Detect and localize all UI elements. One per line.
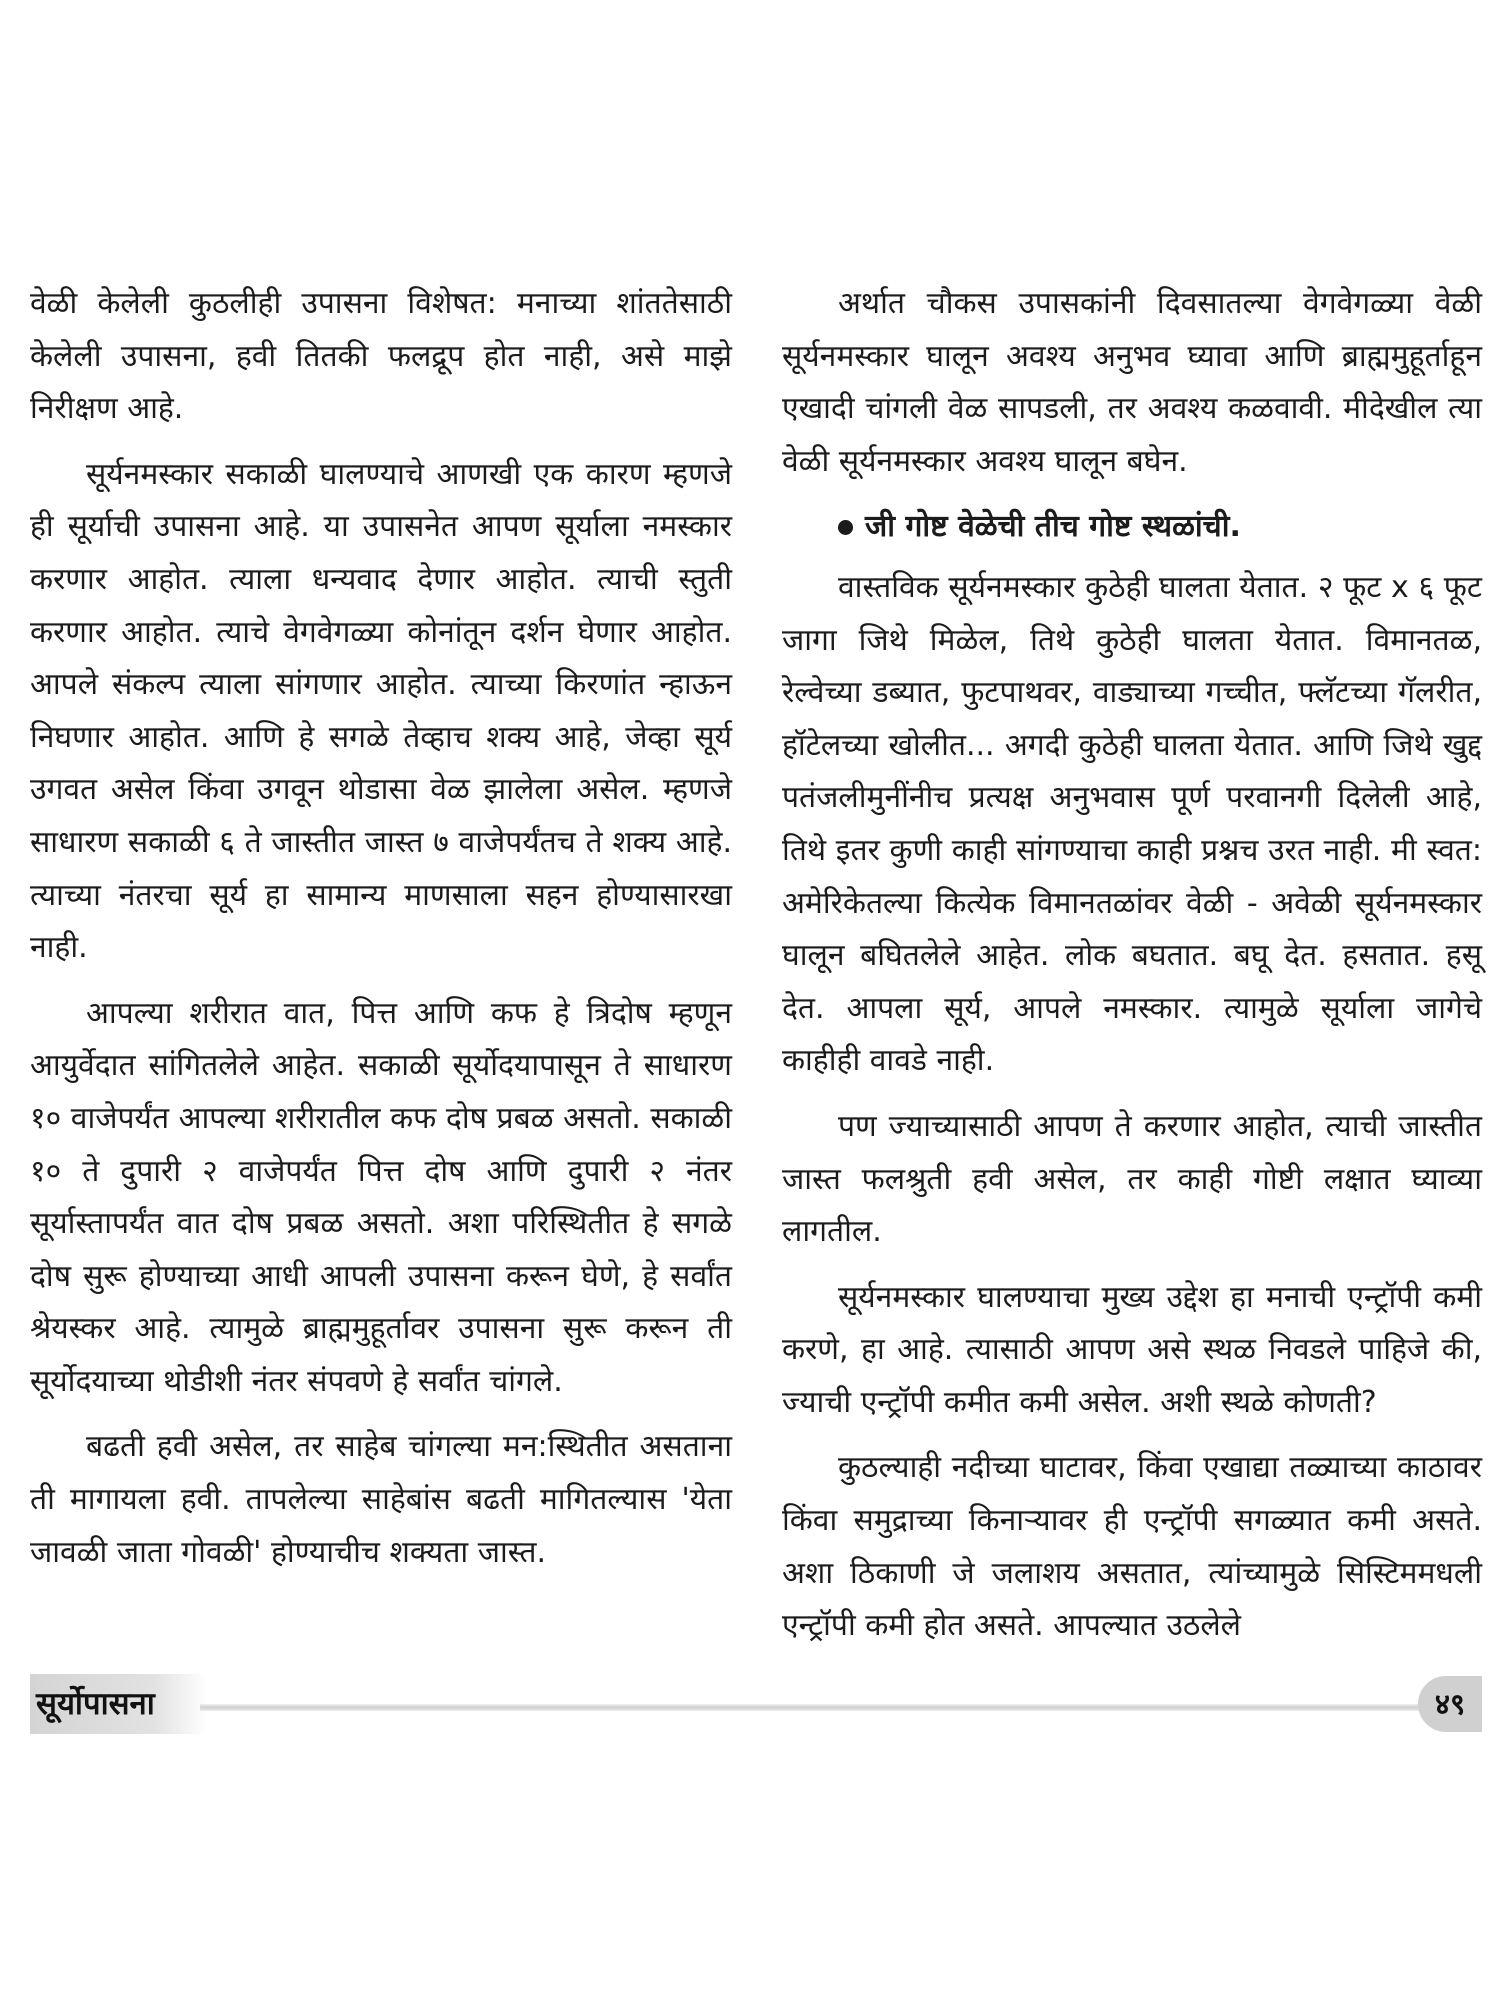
bullet-icon bbox=[838, 520, 853, 535]
page-number: ४९ bbox=[1418, 1676, 1482, 1732]
paragraph: अर्थात चौकस उपासकांनी दिवसातल्या वेगवेगळ्या वेळी सूर्यनमस्कार घालून अवश्य अनुभव घ्यावा आणि ब्राह्ममुहूर्ताहून एखादी चांगली वेळ सापडली, तर अवश्य कळवावी. मीदेखील त्या वेळी सूर्यनमस्कार अवश्य घालून बघेन. bbox=[782, 286, 1482, 479]
page-footer bbox=[0, 1674, 1500, 1734]
paragraph: वेळी केलेली कुठलीही उपासना विशेषत: मनाच्या शांततेसाठी केलेली उपासना, हवी तितकी फलद्रूप होत नाही, असे माझे निरीक्षण आहे. bbox=[30, 286, 732, 427]
paragraph: आपल्या शरीरात वात, पित्त आणि कफ हे त्रिदोष म्हणून आयुर्वेदात सांगितलेले आहेत. सकाळी सूर्योदयापासून ते साधारण १० वाजेपर्यंत आपल्या शरीरातील कफ दोष प्रबळ असतो. सकाळी १० ते दुपारी २ वाजेपर्यंत पित्त दोष आणि दुपारी २ नंतर सूर्यास्तापर्यंत वात दोष प्रबळ असतो. अशा परिस्थितीत हे सगळे दोष सुरू होण्याच्या आधी आपली उपासना करून घेणे, हे सर्वांत श्रेयस्कर आहे. त्यामुळे ब्राह्ममुहूर्तावर उपासना सुरू करून ती सूर्योदयाच्या थोडीशी नंतर संपवणे हे सर्वांत चांगले. bbox=[30, 995, 732, 1399]
book-title: सूर्योपासना bbox=[30, 1674, 207, 1734]
left-text-column bbox=[30, 278, 732, 1592]
bullet-heading bbox=[782, 501, 1482, 554]
paragraph: पण ज्याच्यासाठी आपण ते करणार आहोत, त्याची जास्तीत जास्त फलश्रुती हवी असेल, तर काही गोष्टी लक्षात घ्याव्या लागतील. bbox=[782, 1108, 1482, 1250]
footer-rule bbox=[200, 1704, 1430, 1711]
paragraph: कुठल्याही नदीच्या घाटावर, किंवा एखाद्या तळ्याच्या काठावर किंवा समुद्राच्या किनाऱ्यावर ही एन्ट्रॉपी सगळ्यात कमी असते. अशा ठिकाणी जे जलाशय असतात, त्यांच्यामुळे सिस्टिममधली एन्ट्रॉपी कमी होत असते. आपल्यात उठलेले bbox=[782, 1450, 1482, 1644]
right-text-column bbox=[782, 278, 1482, 1666]
paragraph: वास्तविक सूर्यनमस्कार कुठेही घालता येतात. २ फूट x ६ फूट जागा जिथे मिळेल, तिथे कुठेही घालता येतात. विमानतळ, रेल्वेच्या डब्यात, फुटपाथवर, वाड्याच्या गच्चीत, फ्लॅटच्या गॅलरीत, हॉटेलच्या खोलीत... अगदी कुठेही घालता येतात. आणि जिथे खुद्द पतंजलीमुनींनीच प्रत्यक्ष अनुभवास पूर्ण परवानगी दिलेली आहे, तिथे इतर कुणी काही सांगण्याचा काही प्रश्नच उरत नाही. मी स्वत: अमेरिकेतल्या कित्येक विमानतळांवर वेळी - अवेळी सूर्यनमस्कार घालून बघितलेले आहेत. लोक बघतात. बघू देत. हसतात. हसू देत. आपला सूर्य, आपले नमस्कार. त्यामुळे सूर्याला जागेचे काहीही वावडे नाही. bbox=[782, 569, 1482, 1079]
paragraph: सूर्यनमस्कार घालण्याचा मुख्य उद्देश हा मनाची एन्ट्रॉपी कमी करणे, हा आहे. त्यासाठी आपण असे स्थळ निवडले पाहिजे की, ज्याची एन्ट्रॉपी कमीत कमी असेल. अशी स्थळे कोणती? bbox=[782, 1279, 1482, 1420]
bullet-heading-text: जी गोष्ट वेळेची तीच गोष्ट स्थळांची. bbox=[865, 509, 1241, 545]
paragraph: सूर्यनमस्कार सकाळी घालण्याचे आणखी एक कारण म्हणजे ही सूर्याची उपासना आहे. या उपासनेत आपण सूर्याला नमस्कार करणार आहोत. त्याला धन्यवाद देणार आहोत. त्याची स्तुती करणार आहोत. त्याचे वेगवेगळ्या कोनांतून दर्शन घेणार आहोत. आपले संकल्प त्याला सांगणार आहोत. त्याच्या किरणांत न्हाऊन निघणार आहोत. आणि हे सगळे तेव्हाच शक्य आहे, जेव्हा सूर्य उगवत असेल किंवा उगवून थोडासा वेळ झालेला असेल. म्हणजे साधारण सकाळी ६ ते जास्तीत जास्त ७ वाजेपर्यंतच ते शक्य आहे. त्याच्या नंतरचा सूर्य हा सामान्य माणसाला सहन होण्यासारखा नाही. bbox=[30, 456, 732, 966]
paragraph: बढती हवी असेल, तर साहेब चांगल्या मन:स्थितीत असताना ती मागायला हवी. तापलेल्या साहेबांस बढती मागितल्यास 'येता जावळी जाता गोवळी' होण्याचीच शक्यता जास्त. bbox=[30, 1429, 732, 1570]
